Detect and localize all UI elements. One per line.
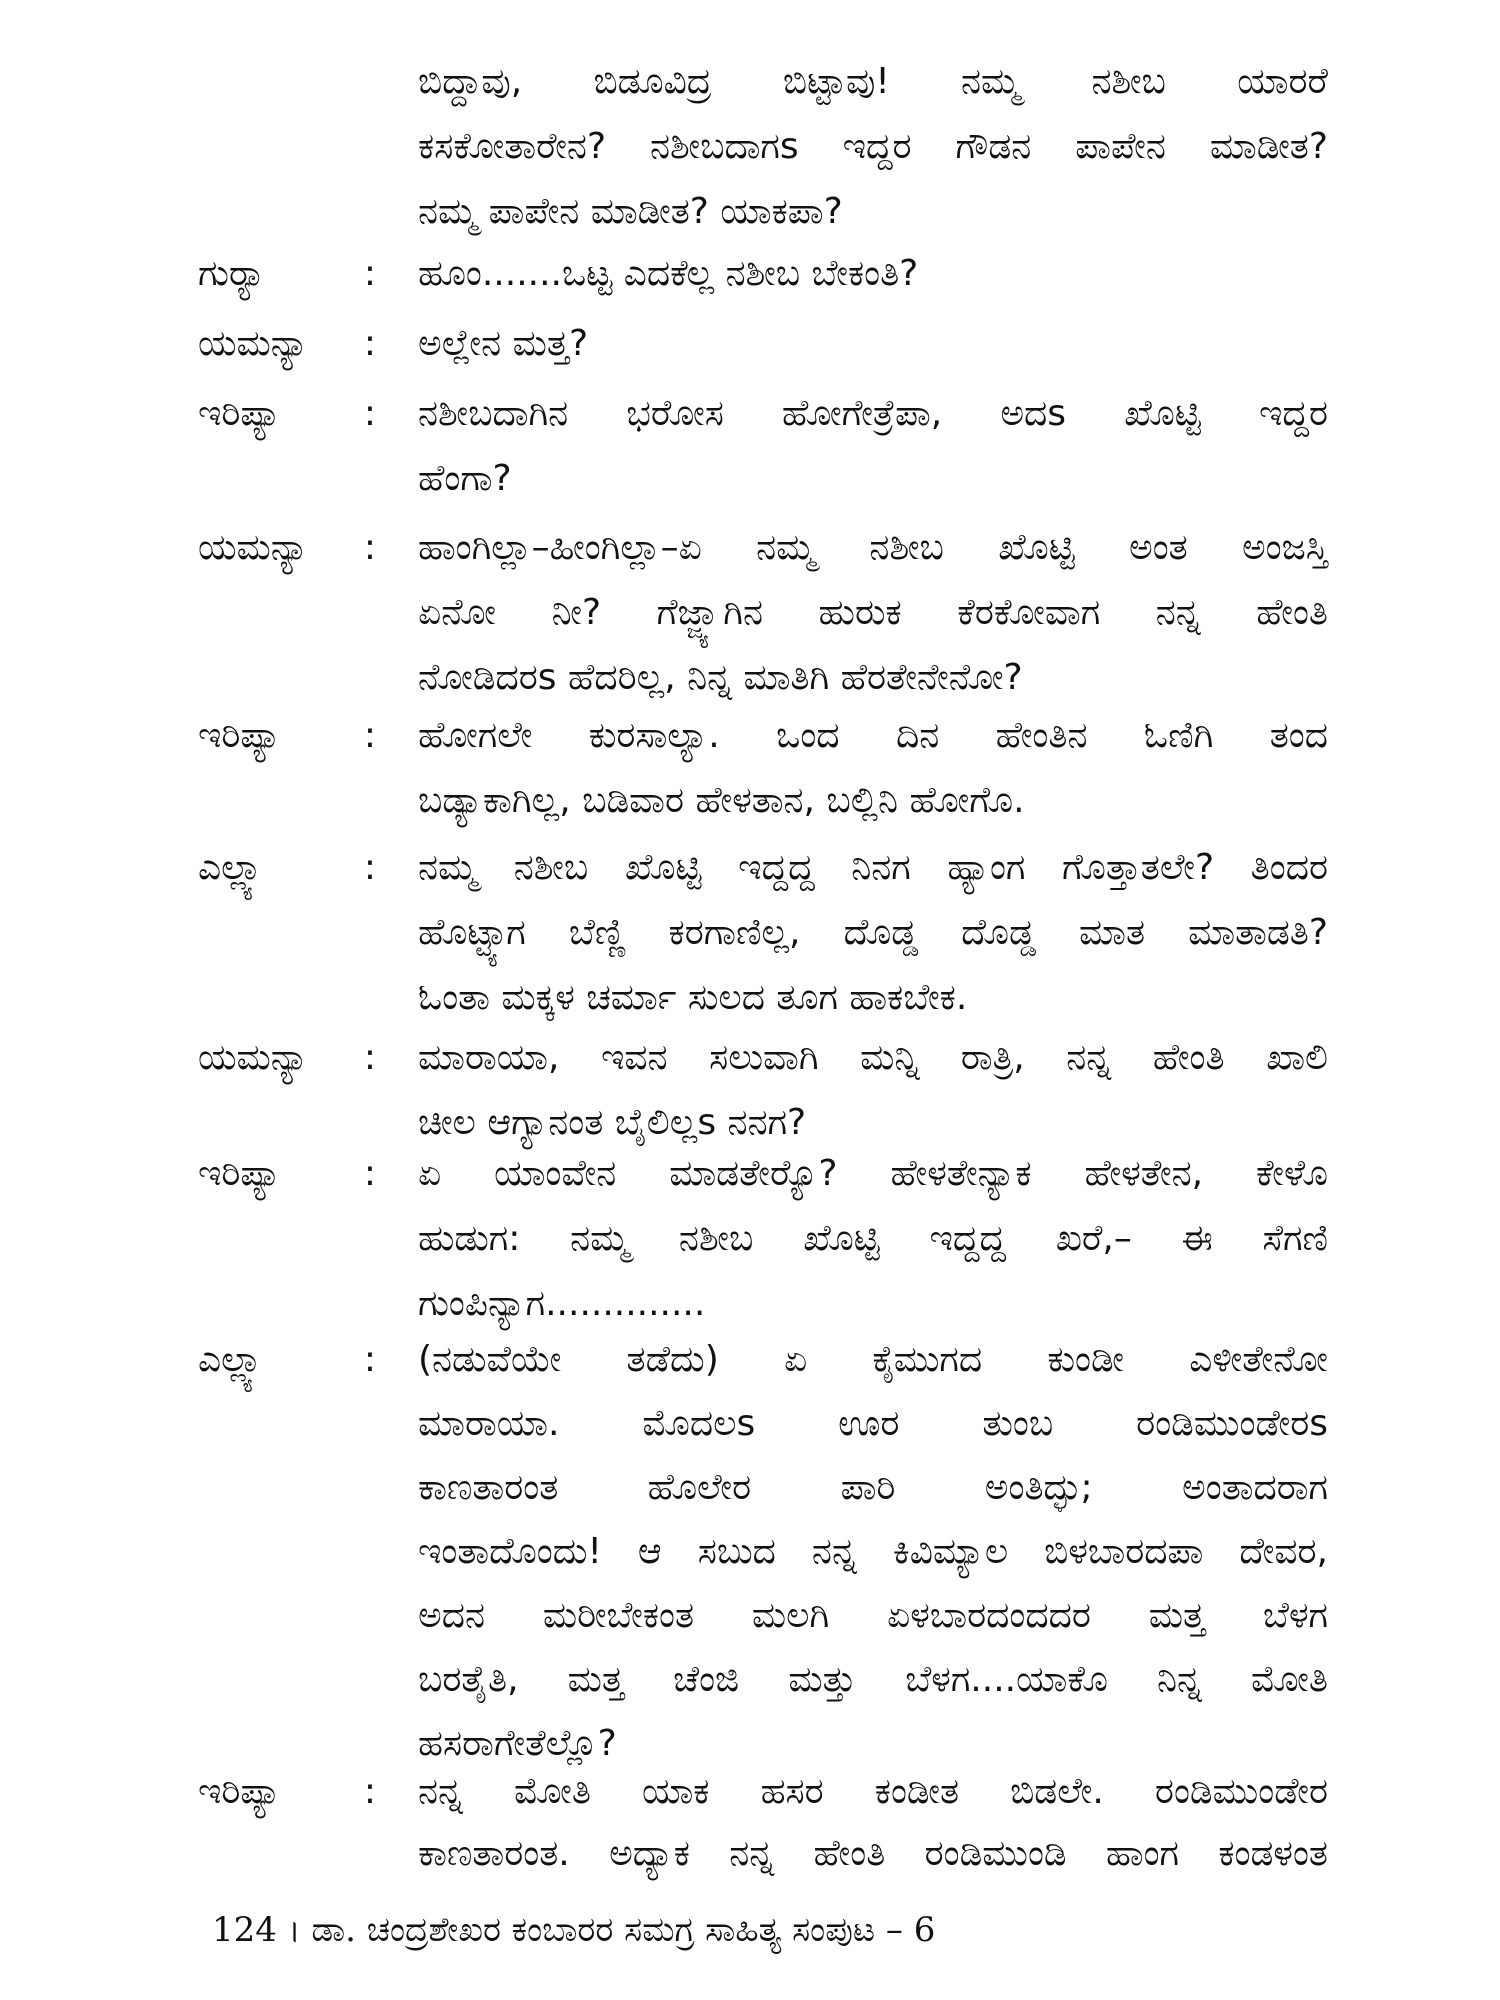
- dialogue-line: ಅದನ ಮರೀಬೇಕಂತ ಮಲಗಿ ಏಳಬಾರದಂದದರ ಮತ್ತ ಬೆಳಗ: [418, 1595, 1328, 1636]
- dialogue-line: ಹೆಂಗಾ?: [418, 458, 512, 499]
- dialogue-line: ಮಾರಾಯಾ. ಮೊದಲs ಊರ ತುಂಬ ರಂಡಿಮುಂಡೇರs: [418, 1403, 1328, 1444]
- speaker-name: ಯಮನ್ಯಾ: [198, 527, 309, 568]
- dialogue-line: ಬರತೈತಿ, ಮತ್ತ ಚೆಂಜಿ ಮತ್ತು ಬೆಳಗ....ಯಾಕೊ ನಿನ್ನ ಮೋತಿ: [418, 1659, 1328, 1700]
- dialogue-line: ನಮ್ಮ ಪಾಪೇನ ಮಾಡೀತ? ಯಾಕಪಾ?: [418, 191, 843, 232]
- speaker-colon: :: [363, 1339, 377, 1380]
- dialogue-line: ಹೂಂ.......ಒಟ್ಟ ಎದಕೆಲ್ಲ ನಶೀಬ ಬೇಕಂತಿ?: [418, 253, 919, 294]
- dialogue-line: ಏನೋ ನೀ? ಗೆಜ್ಜ್ಯಾಗಿನ ಹುರುಕ ಕೆರಕೋವಾಗ ನನ್ನ ಹೇಂತಿ: [418, 592, 1328, 633]
- speaker-colon: :: [363, 1771, 377, 1812]
- dialogue-line: ಹಾಂಗಿಲ್ಲಾ–ಹೀಂಗಿಲ್ಲಾ–ಏ ನಮ್ಮ ನಶೀಬ ಖೊಟ್ಟಿ ಅಂತ ಅಂಜಸ್ತಿ: [418, 527, 1328, 568]
- dialogue-line: ಓಂತಾ ಮಕ್ಕಳ ಚರ್ಮಾ ಸುಲದ ತೂಗ ಹಾಕಬೇಕ.: [418, 977, 968, 1018]
- dialogue-line: ಹೊಟ್ಟ್ಯಾಗ ಬೆಣ್ಣಿ ಕರಗಾಣಿಲ್ಲ, ದೊಡ್ಡ ದೊಡ್ಡ ಮಾತ ಮಾತಾಡತಿ?: [418, 912, 1328, 953]
- dialogue-line: (ನಡುವೆಯೇ ತಡೆದು) ಏ ಕೈಮುಗದ ಕುಂಡೀ ಎಳೀತೇನೋ: [418, 1339, 1328, 1380]
- book-title: ಡಾ. ಚಂದ್ರಶೇಖರ ಕಂಬಾರರ ಸಮಗ್ರ ಸಾಹಿತ್ಯ ಸಂಪುಟ – 6: [311, 1910, 936, 1950]
- dialogue-line: ಕಾಣತಾರಂತ. ಅದ್ಯಾಕ ನನ್ನ ಹೇಂತಿ ರಂಡಿಮುಂಡಿ ಹಾಂಗ ಕಂಡಳಂತ: [418, 1833, 1328, 1874]
- speaker-name: ಯಮನ್ಯಾ: [198, 1037, 309, 1078]
- dialogue-line: ಹುಡುಗ: ನಮ್ಮ ನಶೀಬ ಖೊಟ್ಟಿ ಇದ್ದದ್ದ ಖರೆ,– ಈ ಸೆಗಣಿ: [418, 1218, 1328, 1259]
- speaker-name: ಎಲ್ಲ್ಯಾ: [198, 847, 268, 888]
- dialogue-line: ಕಸಕೋತಾರೇನ? ನಶೀಬದಾಗs ಇದ್ದರ ಗೌಡನ ಪಾಪೇನ ಮಾಡೀತ?: [418, 126, 1328, 167]
- speaker-name: ಇರಿಪ್ಯಾ: [198, 393, 282, 434]
- dialogue-line: ನಮ್ಮ ನಶೀಬ ಖೊಟ್ಟಿ ಇದ್ದದ್ದ ನಿನಗ ಹ್ಯಾಂಗ ಗೊತ್ತಾತಲೇ? ತಿಂದರ: [418, 847, 1328, 888]
- footer-separator: ।: [287, 1910, 301, 1950]
- speaker-colon: :: [363, 527, 377, 568]
- dialogue-line: ಹೋಗಲೇ ಕುರಸಾಲ್ಯಾ. ಒಂದ ದಿನ ಹೇಂತಿನ ಓಣಿಗಿ ತಂದ: [418, 715, 1328, 756]
- dialogue-line: ಕಾಣತಾರಂತ ಹೊಲೇರ ಪಾರಿ ಅಂತಿದ್ಳು; ಅಂತಾದರಾಗ: [418, 1467, 1328, 1508]
- speaker-name: ಇರಿಪ್ಯಾ: [198, 1153, 282, 1194]
- speaker-name: ಇರಿಪ್ಯಾ: [198, 715, 282, 756]
- dialogue-line: ನನ್ನ ಮೋತಿ ಯಾಕ ಹಸರ ಕಂಡೀತ ಬಿಡಲೇ. ರಂಡಿಮುಂಡೇರ: [418, 1771, 1328, 1812]
- speaker-name: ಯಮನ್ಯಾ: [198, 323, 309, 364]
- speaker-colon: :: [363, 323, 377, 364]
- dialogue-line: ಏ ಯಾಂವೇನ ಮಾಡತೇರ್‍ಯೊ? ಹೇಳತೇನ್ಯಾಕ ಹೇಳತೇನ, ಕೇಳೊ: [418, 1153, 1328, 1194]
- speaker-name: ಇರಿಪ್ಯಾ: [198, 1771, 282, 1812]
- dialogue-line: ನೋಡಿದರs ಹೆದರಿಲ್ಲ, ನಿನ್ನ ಮಾತಿಗಿ ಹೆರತೇನೇನೋ?: [418, 657, 1023, 698]
- dialogue-line: ಚೀಲ ಆಗ್ಯಾನಂತ ಬೈಲಿಲ್ಲs ನನಗ?: [418, 1102, 807, 1143]
- speaker-colon: :: [363, 715, 377, 756]
- dialogue-line: ಹಸರಾಗೇತೆಲ್ಲೊ?: [418, 1723, 617, 1764]
- speaker-colon: :: [363, 393, 377, 434]
- speaker-name: ಗುರ್‍ಯಾ: [198, 253, 266, 294]
- dialogue-line: ಬಡ್ಯಾಕಾಗಿಲ್ಲ, ಬಡಿವಾರ ಹೇಳತಾನ, ಬಲ್ಲಿನಿ ಹೋಗೊ.: [418, 780, 1025, 821]
- speaker-colon: :: [363, 1037, 377, 1078]
- dialogue-line: ಅಲ್ಲೇನ ಮತ್ತ?: [418, 323, 589, 364]
- dialogue-line: ಮಾರಾಯಾ, ಇವನ ಸಲುವಾಗಿ ಮನ್ನಿ ರಾತ್ರಿ, ನನ್ನ ಹೇಂತಿ ಖಾಲಿ: [418, 1037, 1328, 1078]
- speaker-name: ಎಲ್ಲ್ಯಾ: [198, 1339, 268, 1380]
- dialogue-line: ಬಿದ್ದಾವು, ಬಿಡೂವಿದ್ರ ಬಿಟ್ಟಾವು! ನಮ್ಮ ನಶೀಬ ಯಾರರೆ: [418, 61, 1328, 102]
- speaker-colon: :: [363, 847, 377, 888]
- dialogue-line: ಗುಂಪಿನ್ಯಾಗ..............: [418, 1283, 706, 1324]
- speaker-colon: :: [363, 1153, 377, 1194]
- dialogue-line: ನಶೀಬದಾಗಿನ ಭರೋಸ ಹೋಗೇತ್ರೆಪಾ, ಅದs ಖೊಟ್ಟಿ ಇದ್ದರ: [418, 393, 1328, 434]
- page-number: 124: [212, 1910, 277, 1950]
- page-footer: [212, 1902, 1312, 1958]
- speaker-colon: :: [363, 253, 377, 294]
- dialogue-line: ಇಂತಾದೊಂದು! ಆ ಸಬುದ ನನ್ನ ಕಿವಿಮ್ಯಾಲ ಬಿಳಬಾರದಪಾ ದೇವರ,: [418, 1531, 1328, 1572]
